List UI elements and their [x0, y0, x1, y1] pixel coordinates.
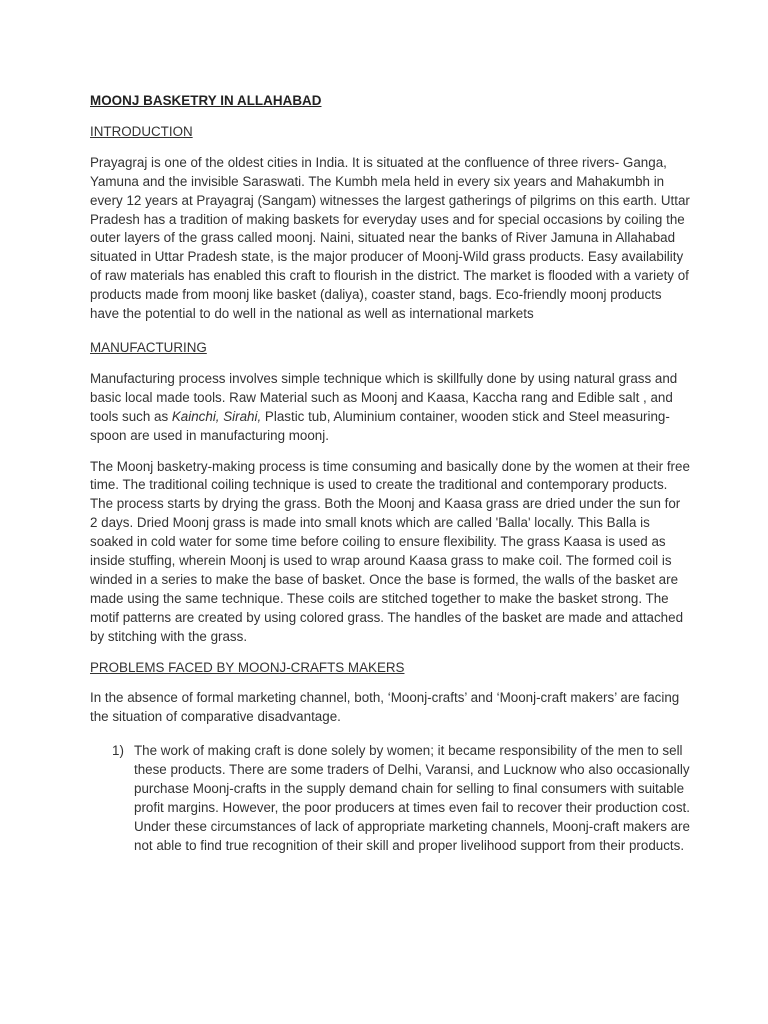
section-heading-introduction: INTRODUCTION — [90, 123, 193, 139]
manufacturing-paragraph-1 — [90, 370, 690, 446]
manufacturing-p1-tools-italic: Kainchi, Sirahi, — [171, 408, 262, 424]
manufacturing-paragraph-2: The Moonj basketry-making process is time consuming and basically done by the women at their free time. The traditional coiling technique is used to create the traditional and contemporary products. The process starts by drying the grass. Both the Moonj and Kaasa grass are dried under the sun for 2 days. Dried Moonj grass is made into small knots which are called 'Balla' locally. This Balla is soaked in cold water for some time before coiling to ensure flexibility. The grass Kaasa is used as inside stuffing, wherein Moonj is used to wrap around Kaasa grass to make coil. The formed coil is winded in a series to make the base of basket. Once the base is formed, the walls of the basket are made using the same technique. These coils are stitched together to make the basket strong. The motif patterns are created by using colored grass. The handles of the basket are made and attached by stitching with the grass. — [90, 458, 690, 644]
list-item-text: The work of making craft is done solely by women; it became responsibility of the men to sell these products. There are some traders of Delhi, Varansi, and Lucknow who also occasionally purchase Moonj-crafts in the supply demand chain for selling to final consumers with suitable profit margins. However, the poor producers at times even fail to recover their production cost. Under these circumstances of lack of appropriate marketing channels, Moonj-craft makers are not able to find true recognition of their skill and proper livelihood support from their products. — [134, 743, 690, 853]
section-heading-problems: PROBLEMS FACED BY MOONJ-CRAFTS MAKERS — [90, 659, 405, 675]
manufacturing-p1-text-end: Plastic tub, Aluminium container, wooden stick and Steel measuring-spoon are used in manufacturing moonj. — [90, 408, 670, 443]
section-heading-manufacturing: MANUFACTURING — [90, 339, 207, 355]
document-title: MOONJ BASKETRY IN ALLAHABAD — [90, 93, 322, 108]
introduction-paragraph: Prayagraj is one of the oldest cities in India. It is situated at the confluence of three rivers- Ganga, Yamuna and the invisible Saraswati. The Kumbh mela held in every six years and Mahakumbh in every 12 years at Prayagraj (Sangam) witnesses the largest gatherings of pilgrims on this earth. Uttar Pradesh has a tradition of making baskets for everyday uses and for special occasions by coiling the outer layers of the grass called moonj. Naini, situated near the banks of River Jamuna in Allahabad situated in Uttar Pradesh state, is the major producer of Moonj-Wild grass products. Easy availability of raw materials has enabled this craft to flourish in the district. The market is flooded with a variety of products made from moonj like basket (daliya), coaster stand, bags. Eco-friendly moonj products have the potential to do well in the national as well as international markets — [90, 154, 690, 322]
document-body — [90, 92, 690, 856]
problems-list-item — [90, 742, 690, 855]
list-item-number: 1) — [112, 743, 124, 759]
problems-intro-paragraph: In the absence of formal marketing channel, both, ‘Moonj-crafts’ and ‘Moonj-craft makers’ are facing the situation of comparative disadvantage. — [90, 690, 680, 725]
problems-list — [90, 742, 690, 855]
manufacturing-p1-text-start: Manufacturing process involves simple technique which is skillfully done by using natural grass and basic local made tools. Raw Material such as Moonj and Kaasa, Kaccha rang and Edible salt , and tools such as — [90, 370, 678, 424]
